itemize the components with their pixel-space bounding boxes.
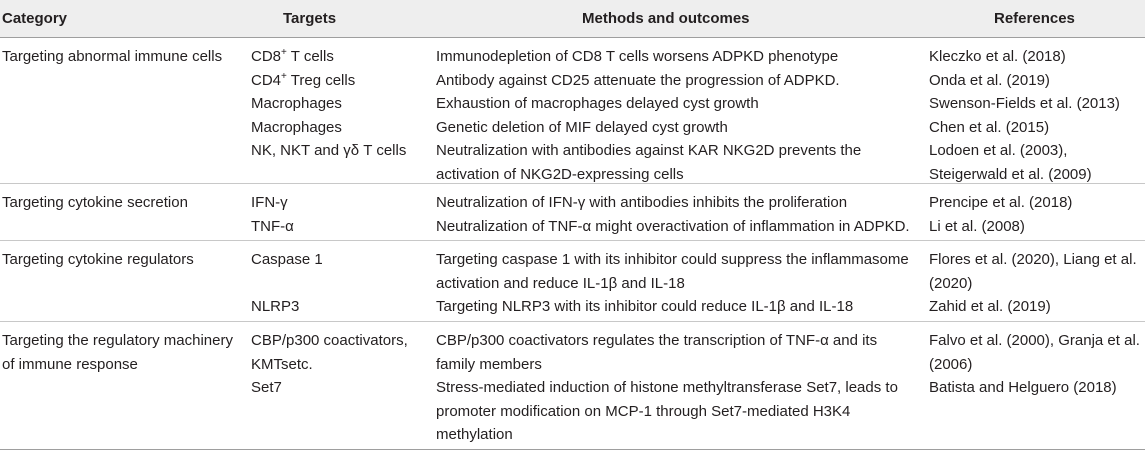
method-item-continued: activation of NKG2D-expressing cells	[436, 165, 684, 183]
methods-cell	[436, 191, 916, 238]
method-item: Genetic deletion of MIF delayed cyst growth	[436, 118, 728, 136]
header-references: References	[994, 10, 1075, 27]
methods-cell	[436, 45, 916, 186]
method-item-continued: methylation	[436, 426, 513, 443]
references-cell	[929, 45, 1143, 186]
category-cell	[2, 191, 232, 215]
reference-item: Zahid et al. (2019)	[929, 298, 1051, 315]
method-item: Stress-mediated induction of histone methyltransferase Set7, leads to	[436, 379, 898, 396]
table-header	[0, 0, 1145, 38]
reference-item: Chen et al. (2015)	[929, 118, 1050, 136]
methods-cell	[436, 248, 916, 319]
table-row-group	[0, 184, 1145, 241]
targets-cell	[251, 191, 426, 238]
targets-cell	[251, 45, 426, 163]
target-item-continued: KMTsetc.	[251, 355, 313, 373]
table-row-group	[0, 38, 1145, 184]
reference-item-continued: Steigerwald et al. (2009)	[929, 165, 1092, 183]
method-item-continued: promoter modification on MCP-1 through Set7-mediated H3K4	[436, 402, 851, 420]
target-item: TNF-α	[251, 217, 294, 235]
method-item: Targeting NLRP3 with its inhibitor could reduce IL-1β and IL-18	[436, 298, 854, 315]
reference-item: Kleczko et al. (2018)	[929, 48, 1066, 65]
method-item: CBP/p300 coactivators regulates the transcription of TNF-α and its	[436, 332, 878, 349]
reference-item: Li et al. (2008)	[929, 217, 1025, 235]
reference-item: Falvo et al. (2000), Granja et al.	[929, 332, 1140, 349]
category-text: Targeting the regulatory machinery	[2, 332, 233, 349]
header-category: Category	[2, 10, 68, 27]
target-item: IFN-γ	[251, 194, 288, 211]
header-targets: Targets	[283, 10, 337, 27]
target-item-spacer	[251, 272, 426, 296]
method-item: Immunodepletion of CD8 T cells worsens ADPKD phenotype	[436, 48, 839, 65]
method-item: Neutralization of TNF-α might overactivation of inflammation in ADPKD.	[436, 217, 910, 235]
reference-item: Batista and Helguero (2018)	[929, 379, 1117, 396]
reference-item: Prencipe et al. (2018)	[929, 194, 1073, 211]
reference-item: Flores et al. (2020), Liang et al.	[929, 251, 1137, 268]
method-item: Targeting caspase 1 with its inhibitor could suppress the inflammasome	[436, 251, 909, 268]
target-item: CD4+ Treg cells	[251, 70, 356, 89]
targets-cell	[251, 329, 426, 400]
reference-item-continued: (2006)	[929, 355, 973, 373]
table-row-group	[0, 322, 1145, 450]
category-cell	[2, 329, 232, 376]
reference-item: Swenson-Fields et al. (2013)	[929, 95, 1120, 112]
method-item: Antibody against CD25 attenuate the progression of ADPKD.	[436, 71, 840, 89]
target-item: CD8+ T cells	[251, 47, 334, 65]
method-item: Neutralization with antibodies against KAR NKG2D prevents the	[436, 142, 862, 159]
header-methods: Methods and outcomes	[582, 10, 750, 27]
method-item-continued: family members	[436, 355, 542, 373]
targets-cell	[251, 248, 426, 319]
target-item: Caspase 1	[251, 251, 323, 268]
references-cell	[929, 329, 1143, 400]
target-item: Macrophages	[251, 95, 342, 112]
category-text: Targeting abnormal immune cells	[2, 48, 223, 65]
references-cell	[929, 248, 1143, 319]
reference-item: Lodoen et al. (2003),	[929, 142, 1068, 159]
method-item-continued: activation and reduce IL-1β and IL-18	[436, 274, 685, 292]
target-item: Set7	[251, 379, 282, 396]
method-item: Neutralization of IFN-γ with antibodies inhibits the proliferation	[436, 194, 848, 211]
category-text-continued: of immune response	[2, 355, 138, 373]
method-item: Exhaustion of macrophages delayed cyst growth	[436, 95, 759, 112]
references-cell	[929, 191, 1143, 238]
target-item: CBP/p300 coactivators,	[251, 332, 408, 349]
reference-item: Onda et al. (2019)	[929, 71, 1050, 89]
reference-item-continued: (2020)	[929, 274, 973, 292]
target-item: NK, NKT and γδ T cells	[251, 142, 407, 159]
category-cell	[2, 248, 232, 272]
category-cell	[2, 45, 232, 69]
target-item: Macrophages	[251, 118, 342, 136]
category-text: Targeting cytokine regulators	[2, 251, 194, 268]
target-item: NLRP3	[251, 298, 300, 315]
category-text: Targeting cytokine secretion	[2, 194, 188, 211]
methods-cell	[436, 329, 916, 447]
table-row-group	[0, 241, 1145, 322]
